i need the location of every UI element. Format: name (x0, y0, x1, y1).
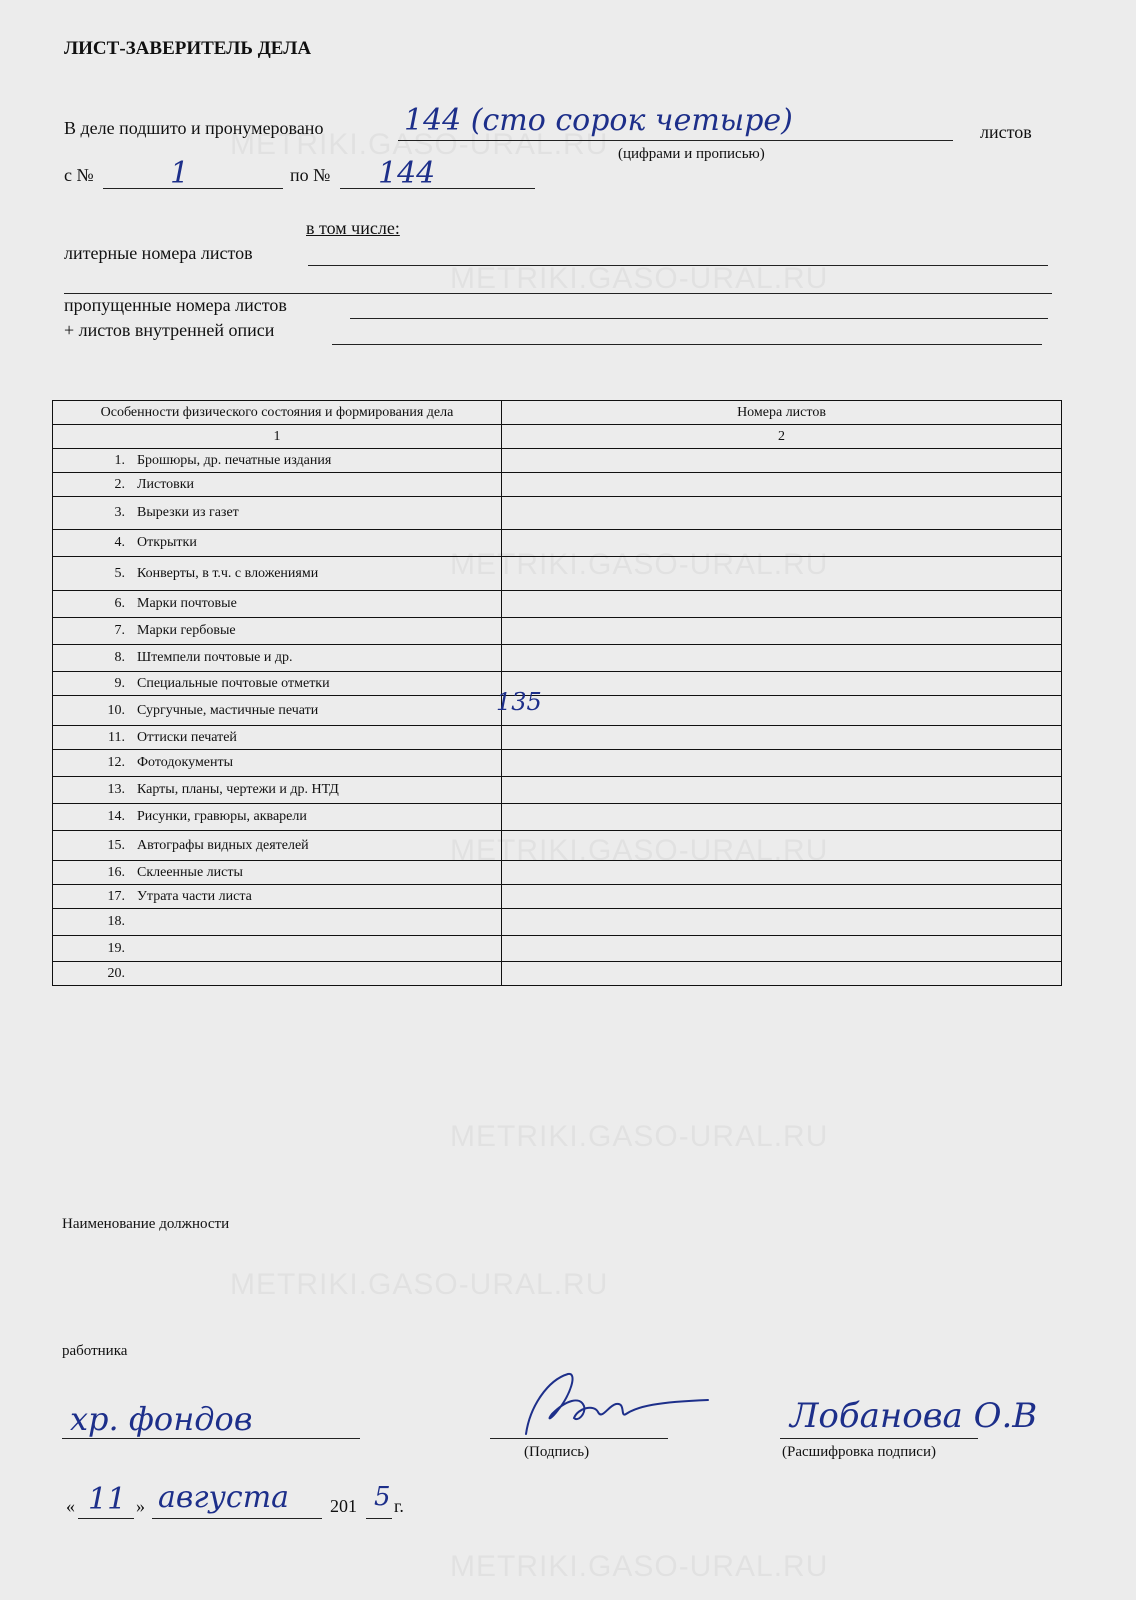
watermark (450, 1550, 828, 1584)
signature-underline (490, 1438, 668, 1439)
row-label: Склеенные листы (137, 864, 243, 880)
sheets-suffix: листов (980, 122, 1032, 142)
table-row (53, 618, 1062, 645)
sheets-handwritten-value: 144 (сто сорок четыре) (404, 103, 793, 138)
decode-caption: (Расшифровка подписи) (782, 1444, 936, 1460)
table-index-row (53, 425, 1062, 449)
row-value (502, 672, 1062, 696)
range-to-value: 144 (378, 156, 436, 191)
row-value (502, 804, 1062, 831)
row-number: 8. (114, 650, 125, 665)
row-value (502, 750, 1062, 777)
row-label: Марки почтовые (137, 596, 237, 611)
table-row (53, 962, 1062, 986)
field-literal-numbers: литерные номера листов (64, 243, 253, 263)
table-header-features: Особенности физического состояния и формирования дела (53, 401, 502, 425)
row-value (502, 777, 1062, 804)
row-number: 2. (114, 476, 125, 492)
table-row (53, 936, 1062, 962)
table-row (53, 473, 1062, 497)
table-row (53, 696, 1062, 726)
row-value (502, 557, 1062, 591)
row-label: Оттиски печатей (137, 729, 237, 745)
features-table (52, 400, 1062, 986)
row-label: Карты, планы, чертежи и др. НТД (137, 782, 339, 797)
row-label: Открытки (137, 535, 197, 550)
table-row (53, 672, 1062, 696)
row-number: 1. (114, 452, 125, 468)
table-row (53, 449, 1062, 473)
signature-image (508, 1366, 718, 1446)
row-number: 14. (107, 809, 125, 824)
row-label: Вырезки из газет (137, 505, 239, 520)
table-index-1: 1 (53, 425, 502, 449)
range-from-value: 1 (170, 156, 190, 191)
row-number: 20. (107, 965, 125, 981)
row-value (502, 591, 1062, 618)
table-header-sheet-numbers: Номера листов (502, 401, 1062, 425)
row-label: Конверты, в т.ч. с вложениями (137, 565, 319, 581)
sheets-caption: (цифрами и прописью) (618, 146, 765, 162)
row-number: 3. (114, 505, 125, 520)
row-label: Марки гербовые (137, 623, 236, 638)
date-year-digit: 5 (374, 1482, 391, 1512)
range-from-underline (103, 188, 283, 189)
row-number: 17. (107, 888, 125, 904)
row-number: 19. (107, 940, 125, 956)
field-missing-numbers: пропущенные номера листов (64, 295, 287, 315)
position-value: хр. фондов (70, 1400, 253, 1438)
date-year-suffix: г. (394, 1496, 404, 1516)
row-label: Листовки (137, 476, 195, 492)
row-value-handwritten: 135 (496, 688, 542, 716)
row-value (502, 473, 1062, 497)
position-label: Наименование должности (62, 1216, 230, 1232)
row-number: 4. (114, 535, 125, 550)
row-number: 10. (107, 702, 125, 718)
row-label: Фотодокументы (137, 755, 234, 770)
table-row (53, 726, 1062, 750)
row-value (502, 936, 1062, 962)
date-month: августа (158, 1480, 290, 1515)
table-row (53, 557, 1062, 591)
range-to-underline (340, 188, 535, 189)
date-day-underline (78, 1518, 134, 1519)
row-value (502, 831, 1062, 861)
table-header-row (53, 401, 1062, 425)
signature-caption: (Подпись) (524, 1444, 590, 1460)
table-row (53, 885, 1062, 909)
row-number: 9. (114, 675, 125, 691)
row-label: Штемпели почтовые и др. (137, 650, 293, 665)
field-inventory-sheets: + листов внутренней описи (64, 320, 275, 340)
row-value (502, 618, 1062, 645)
row-label: Рисунки, гравюры, акварели (137, 809, 307, 824)
row-label: Брошюры, др. печатные издания (137, 452, 332, 468)
row-value (502, 726, 1062, 750)
position-underline (62, 1438, 360, 1439)
table-row (53, 750, 1062, 777)
row-label: Специальные почтовые отметки (137, 675, 330, 691)
field-literal-underline (308, 265, 1048, 266)
row-number: 12. (107, 755, 125, 770)
sheets-underline (398, 140, 953, 141)
row-number: 7. (114, 623, 125, 638)
table-row (53, 777, 1062, 804)
row-number: 6. (114, 596, 125, 611)
decode-underline (780, 1438, 978, 1439)
table-index-2: 2 (502, 425, 1062, 449)
decoded-signature-value: Лобанова О.В (790, 1396, 1038, 1436)
table-row (53, 804, 1062, 831)
table-row (53, 530, 1062, 557)
field-missing-underline (350, 318, 1048, 319)
document-title: ЛИСТ-ЗАВЕРИТЕЛЬ ДЕЛА (64, 38, 312, 59)
row-value (502, 449, 1062, 473)
row-number: 18. (107, 914, 125, 929)
row-value (502, 530, 1062, 557)
row-label: Сургучные, мастичные печати (137, 702, 319, 718)
blank-underline (64, 293, 1052, 294)
row-value (502, 861, 1062, 885)
date-close-quote: » (136, 1496, 145, 1516)
row-value (502, 885, 1062, 909)
date-year-prefix: 201 (330, 1496, 357, 1516)
including-label: в том числе: (306, 218, 400, 238)
row-number: 11. (108, 729, 125, 745)
row-value (502, 962, 1062, 986)
row-label: Автографы видных деятелей (137, 837, 309, 853)
row-number: 13. (107, 782, 125, 797)
row-value (496, 688, 1062, 726)
row-number: 5. (114, 565, 125, 581)
row-number: 15. (107, 837, 125, 853)
table-row (53, 909, 1062, 936)
sheets-prefix: В деле подшито и пронумеровано (64, 118, 324, 138)
date-open-quote: « (66, 1496, 75, 1516)
watermark (450, 262, 828, 296)
date-year-underline (366, 1518, 392, 1519)
position-label-2: работника (62, 1343, 128, 1359)
row-value (502, 909, 1062, 936)
watermark (230, 1268, 608, 1302)
row-label: Утрата части листа (137, 888, 252, 904)
range-from-label: с № (64, 165, 94, 185)
range-to-label: по № (290, 165, 331, 185)
row-value (502, 645, 1062, 672)
table-row (53, 591, 1062, 618)
date-month-underline (152, 1518, 322, 1519)
table-row (53, 645, 1062, 672)
watermark (450, 1120, 828, 1154)
table-row (53, 861, 1062, 885)
table-row (53, 497, 1062, 530)
table-row (53, 831, 1062, 861)
row-number: 16. (107, 864, 125, 880)
row-value (502, 497, 1062, 530)
field-inventory-underline (332, 344, 1042, 345)
date-day: 11 (88, 1482, 127, 1517)
